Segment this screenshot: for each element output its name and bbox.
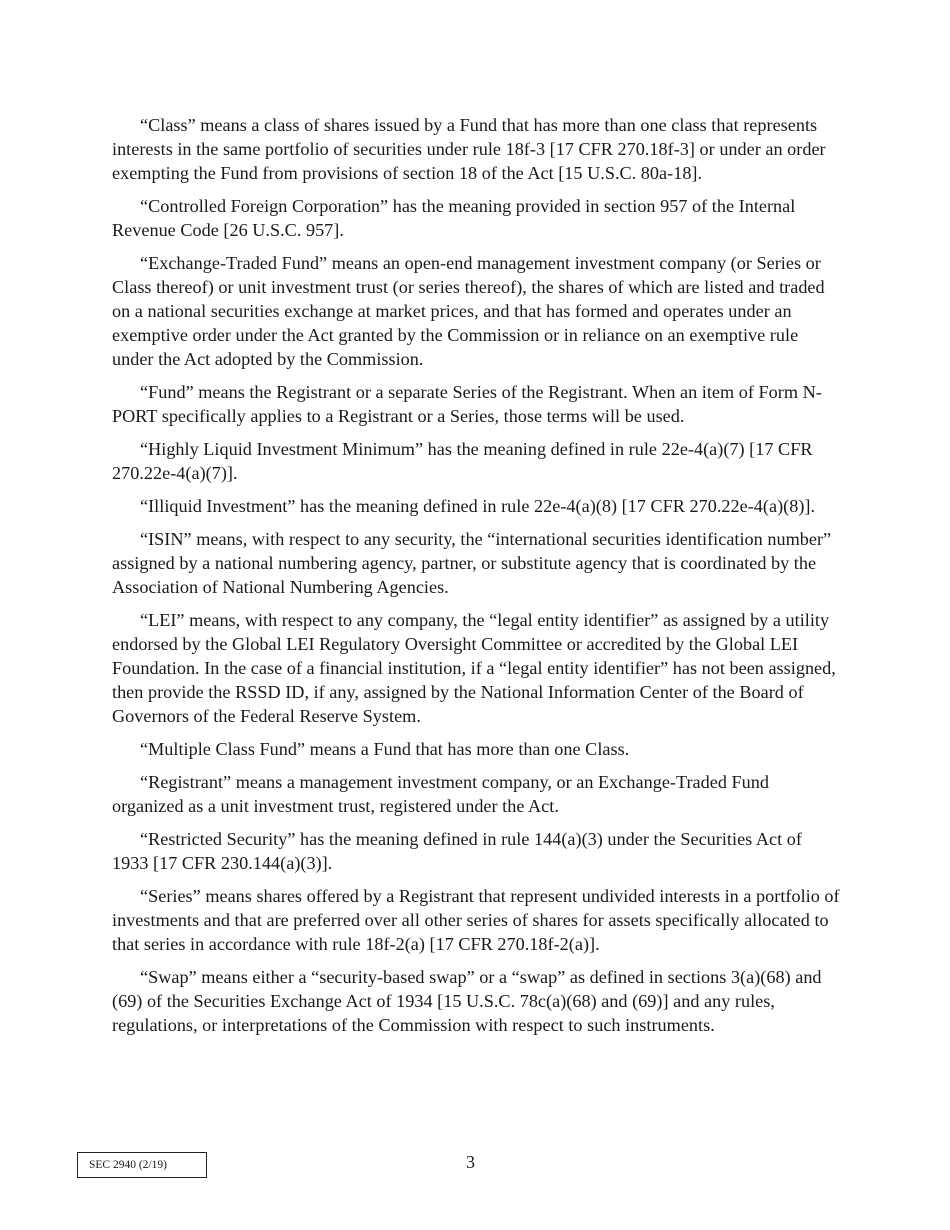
definition-isin: “ISIN” means, with respect to any security, the “international securities identification number” assigned by a national numbering agency, partner, or substitute agency that is coordinated by the Association of National Numbering Agencies.	[112, 529, 832, 597]
definition-illiquid-investment: “Illiquid Investment” has the meaning defined in rule 22e-4(a)(8) [17 CFR 270.22e-4(a)(8)].	[140, 496, 816, 516]
page-number: 3	[466, 1152, 475, 1172]
definition-registrant: “Registrant” means a management investment company, or an Exchange-Traded Fund organized as a unit investment trust, registered under the Act.	[112, 772, 770, 816]
definition-multiple-class-fund: “Multiple Class Fund” means a Fund that has more than one Class.	[140, 739, 630, 759]
definition-controlled-foreign-corporation: “Controlled Foreign Corporation” has the meaning provided in section 957 of the Internal Revenue Code [26 U.S.C. 957].	[112, 196, 796, 240]
definition-restricted-security: “Restricted Security” has the meaning defined in rule 144(a)(3) under the Securities Act of 1933 [17 CFR 230.144(a)(3)].	[112, 829, 802, 873]
form-id-label: SEC 2940 (2/19)	[77, 1152, 207, 1178]
definition-fund: “Fund” means the Registrant or a separate Series of the Registrant. When an item of Form N-PORT specifically applies to a Registrant or a Series, those terms will be used.	[112, 382, 822, 426]
definition-class: “Class” means a class of shares issued by a Fund that has more than one class that represents interests in the same portfolio of securities under rule 18f-3 [17 CFR 270.18f-3] or under an order exempting the Fund from provisions of section 18 of the Act [15 U.S.C. 80a-18].	[112, 115, 826, 183]
definition-lei: “LEI” means, with respect to any company, the “legal entity identifier” as assigned by a utility endorsed by the Global LEI Regulatory Oversight Committee or accredited by the Global LEI Foundation. In the case of a financial institution, if a “legal entity identifier” has not been assigned, then provide the RSSD ID, if any, assigned by the National Information Center of the Board of Governors of the Federal Reserve System.	[112, 610, 836, 726]
definition-highly-liquid-investment-minimum: “Highly Liquid Investment Minimum” has the meaning defined in rule 22e-4(a)(7) [17 CFR 270.22e-4(a)(7)].	[112, 439, 813, 483]
definition-series: “Series” means shares offered by a Registrant that represent undivided interests in a portfolio of investments and that are preferred over all other series of shares for assets specifically allocated to that series in accordance with rule 18f-2(a) [17 CFR 270.18f-2(a)].	[112, 886, 840, 954]
definition-exchange-traded-fund: “Exchange-Traded Fund” means an open-end management investment company (or Series or Class thereof) or unit investment trust (or series thereof), the shares of which are listed and traded on a national securities exchange at market prices, and that has formed and operates under an exemptive order under the Act granted by the Commission or in reliance on an exemptive rule under the Act adopted by the Commission.	[112, 253, 825, 369]
definition-swap: “Swap” means either a “security-based swap” or a “swap” as defined in sections 3(a)(68) and (69) of the Securities Exchange Act of 1934 [15 U.S.C. 78c(a)(68) and (69)] and any rules, regulations, or interpretations of the Commission with respect to such instruments.	[112, 967, 822, 1035]
document-body	[112, 113, 840, 1046]
